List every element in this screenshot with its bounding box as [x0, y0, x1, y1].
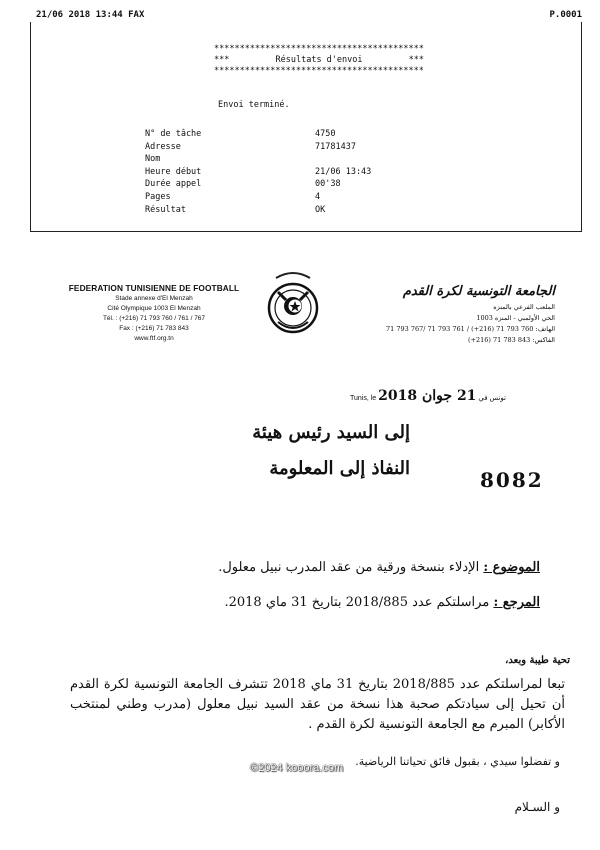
report-stars-top: *****************************************: [214, 44, 424, 54]
address-line-1-ar: الملعب الفرعي بالمنزه: [493, 303, 555, 311]
report-stars-bottom: *****************************************: [214, 66, 424, 76]
letter-body: تبعا لمراسلتكم عدد 2018/885 بتاريخ 31 ماي 2018 تتشرف الجامعة التونسية لكرة القدم أن تحيل إلى سيادتكم صحبة هذا نسخة من عقد السيد نبيل معلول (مدرب وطني لمنتخب الأكابر) المبرم مع الجامعة التونسية لكرة القدم .: [70, 677, 565, 732]
subject-label: الموضوع :: [483, 560, 540, 575]
report-title-line: [214, 55, 424, 66]
salutation: و السـلام: [514, 800, 560, 814]
report-row: N° de tâche 4750: [145, 129, 336, 139]
report-row: Durée appel 00'38: [145, 179, 341, 190]
address-line-2-fr: Cité Olympique 1003 El Menzah: [107, 305, 201, 312]
addressee-line-1: إلى السيد رئيس هيئة: [252, 422, 410, 443]
date-prefix-ar: تونس في: [478, 395, 506, 402]
report-title-block: [214, 44, 424, 77]
closing-line: و تفضلوا سيدي ، بقبول فائق تحياتنا الرياضية.: [355, 755, 560, 768]
reference-number: 8082: [480, 468, 544, 492]
report-row: Pages 4: [145, 191, 321, 202]
federation-logo: [262, 268, 324, 338]
reference-line: [140, 595, 540, 610]
address-line-1-fr: Stade annexe d'El Menzah: [115, 295, 193, 302]
report-row: Nom: [145, 154, 161, 165]
date-handwritten: 21 جوان 2018: [378, 388, 477, 404]
date-prefix-fr: Tunis, le: [350, 395, 377, 402]
greeting: تحية طيبة وبعد،: [505, 655, 570, 666]
fax-datetime: 21/06 2018 13:44 FAX: [36, 10, 145, 20]
letterhead-french: [64, 282, 244, 344]
watermark: ©2024 kooora.com: [250, 762, 344, 774]
address-line-2-ar: الحي الأولمبي - المنزه 1003: [476, 314, 555, 322]
report-status: Envoi terminé.: [218, 100, 290, 110]
report-title-suffix: ***: [408, 55, 424, 65]
report-title-prefix: ***: [214, 55, 230, 65]
report-row: Heure début 21/06 13:43: [145, 166, 372, 177]
letterhead-arabic: [355, 282, 555, 346]
website: www.ftf.org.tn: [134, 335, 174, 342]
report-row: Adresse 71781437: [145, 141, 356, 152]
phone-fr: Tél. : (+216) 71 793 760 / 761 / 767: [102, 315, 206, 322]
subject-line: [140, 560, 540, 575]
org-name-ar: الجامعة التونسية لكرة القدم: [402, 284, 555, 299]
date-line: [350, 388, 550, 404]
fax-page-number: P.0001: [549, 10, 582, 20]
report-row: Résultat OK: [145, 204, 326, 215]
org-name-fr: FEDERATION TUNISIENNE DE FOOTBALL: [68, 283, 240, 293]
fax-ar: الفاكس: 843 783 71 (216+): [468, 336, 555, 344]
reference-label: المرجع :: [493, 595, 540, 610]
report-rows: [145, 128, 405, 216]
reference-text: مراسلتكم عدد 2018/885 بتاريخ 31 ماي 2018.: [224, 595, 490, 610]
report-title: Résultats d'envoi: [275, 55, 363, 65]
fax-fr: Fax : (+216) 71 783 843: [119, 325, 189, 332]
subject-text: الإدلاء بنسخة ورقية من عقد المدرب نبيل معلول.: [218, 560, 480, 575]
phone-ar: الهاتف: 760 793 71 (216+) / 761 793 71 /767 793 71: [385, 325, 555, 333]
addressee-line-2: النفاذ إلى المعلومة: [269, 458, 410, 479]
